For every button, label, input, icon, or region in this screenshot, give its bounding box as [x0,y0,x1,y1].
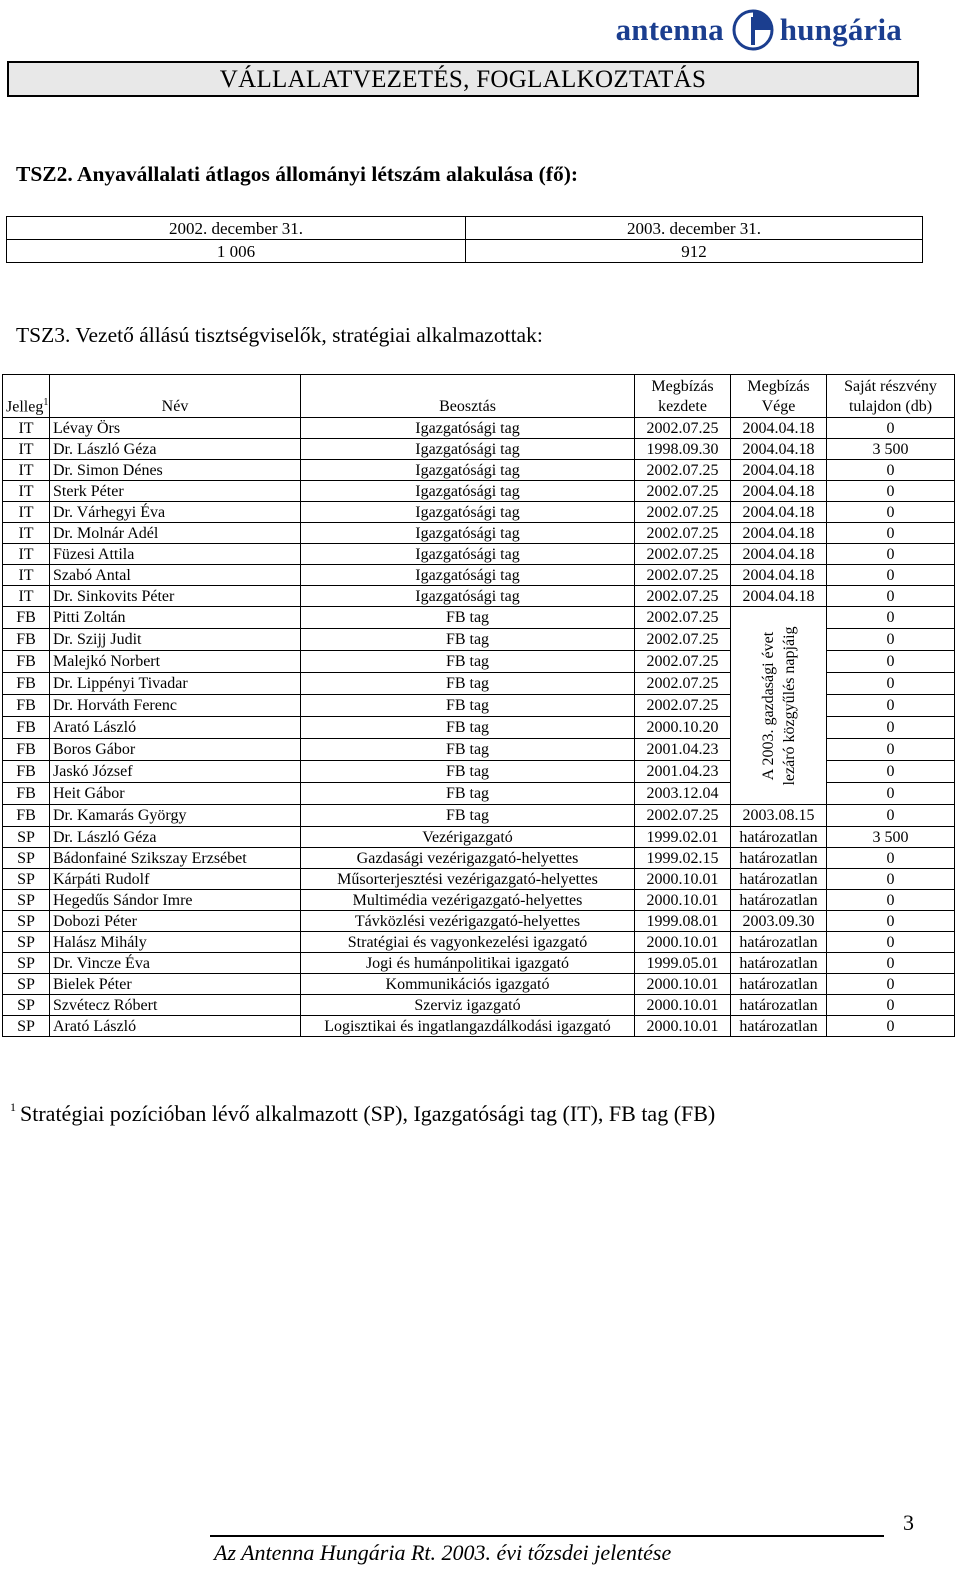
table-row [3,890,955,911]
logo-word-hungaria: hungária [779,12,902,47]
cell-nev: Bádonfainé Szikszay Erzsébet [50,848,301,869]
cell-jelleg: SP [3,932,50,953]
cell-kezdete: 2000.10.01 [635,890,731,911]
cell-beosztas: Távközlési vezérigazgató-helyettes [301,911,635,932]
cell-nev: Halász Mihály [50,932,301,953]
cell-jelleg: IT [3,565,50,586]
cell-jelleg: FB [3,673,50,695]
table-row [3,586,955,607]
cell-reszveny: 3 500 [827,439,955,460]
cell-beosztas: Igazgatósági tag [301,565,635,586]
cell-kezdete: 2001.04.23 [635,761,731,783]
cell-reszveny: 0 [827,523,955,544]
cell-reszveny: 0 [827,953,955,974]
header-reszveny: Saját részvény tulajdon (db) [827,375,955,418]
cell-vege: 2004.04.18 [731,481,827,502]
cell-kezdete: 2000.10.01 [635,932,731,953]
cell-vege: 2004.04.18 [731,544,827,565]
cell-reszveny: 0 [827,995,955,1016]
cell-vege: határozatlan [731,827,827,848]
cell-beosztas: Gazdasági vezérigazgató-helyettes [301,848,635,869]
cell-kezdete: 2000.10.01 [635,869,731,890]
headcount-value-2002: 1 006 [7,240,466,263]
cell-reszveny: 0 [827,1016,955,1037]
cell-beosztas: FB tag [301,629,635,651]
cell-reszveny: 0 [827,481,955,502]
table-row [3,953,955,974]
cell-reszveny: 0 [827,869,955,890]
table-row [3,523,955,544]
cell-beosztas: Igazgatósági tag [301,586,635,607]
cell-beosztas: Logisztikai és ingatlangazdálkodási igazgató [301,1016,635,1037]
cell-jelleg: FB [3,695,50,717]
cell-kezdete: 1999.05.01 [635,953,731,974]
cell-jelleg: IT [3,586,50,607]
cell-nev: Hegedűs Sándor Imre [50,890,301,911]
cell-nev: Dr. Lippényi Tivadar [50,673,301,695]
cell-kezdete: 2002.07.25 [635,586,731,607]
table-row [3,607,955,629]
cell-jelleg: SP [3,1016,50,1037]
cell-beosztas: FB tag [301,783,635,805]
cell-nev: Szvétecz Róbert [50,995,301,1016]
cell-reszveny: 0 [827,695,955,717]
cell-nev: Dr. László Géza [50,827,301,848]
cell-nev: Heit Gábor [50,783,301,805]
cell-kezdete: 2002.07.25 [635,544,731,565]
cell-beosztas: FB tag [301,805,635,827]
cell-nev: Malejkó Norbert [50,651,301,673]
cell-vege: határozatlan [731,1016,827,1037]
cell-beosztas: Igazgatósági tag [301,544,635,565]
cell-vege: 2004.04.18 [731,586,827,607]
cell-vege: 2003.08.15 [731,805,827,827]
cell-jelleg: FB [3,761,50,783]
cell-vege: 2004.04.18 [731,502,827,523]
cell-nev: Boros Gábor [50,739,301,761]
cell-vege: határozatlan [731,869,827,890]
logo-word-antenna: antenna [615,12,724,47]
table-row [3,544,955,565]
cell-kezdete: 2000.10.01 [635,974,731,995]
cell-reszveny: 0 [827,739,955,761]
cell-jelleg: FB [3,739,50,761]
cell-kezdete: 2002.07.25 [635,651,731,673]
cell-reszveny: 0 [827,586,955,607]
table-row [3,565,955,586]
cell-jelleg: IT [3,523,50,544]
cell-beosztas: Jogi és humánpolitikai igazgató [301,953,635,974]
cell-beosztas: Igazgatósági tag [301,439,635,460]
page-number: 3 [903,1510,914,1535]
table-row [3,418,955,439]
cell-jelleg: SP [3,869,50,890]
header-kezdete: Megbízás kezdete [635,375,731,418]
header-jelleg: Jelleg$^1$ [3,375,50,418]
cell-nev: Szabó Antal [50,565,301,586]
headcount-value-2003: 912 [466,240,923,263]
cell-kezdete: 1998.09.30 [635,439,731,460]
cell-jelleg: SP [3,953,50,974]
section-banner: VÁLLALATVEZETÉS, FOGLALKOZTATÁS [7,61,919,97]
cell-nev: Dr. Kamarás György [50,805,301,827]
cell-nev: Dr. Simon Dénes [50,460,301,481]
cell-reszveny: 0 [827,502,955,523]
cell-vege: 2004.04.18 [731,523,827,544]
cell-reszveny: 0 [827,848,955,869]
header-vege: Megbízás Vége [731,375,827,418]
header-nev: Név [50,375,301,418]
cell-reszveny: 0 [827,460,955,481]
headcount-value-row [7,240,923,263]
table-row [3,805,955,827]
cell-reszveny: 0 [827,783,955,805]
cell-beosztas: Műsorterjesztési vezérigazgató-helyettes [301,869,635,890]
cell-jelleg: IT [3,439,50,460]
cell-vege: határozatlan [731,995,827,1016]
cell-vege: 2004.04.18 [731,439,827,460]
headcount-table [6,216,923,263]
table-row [3,932,955,953]
cell-reszveny: 0 [827,565,955,586]
cell-jelleg: FB [3,607,50,629]
cell-kezdete: 1999.02.01 [635,827,731,848]
footer-divider [210,1535,884,1537]
cell-beosztas: FB tag [301,717,635,739]
cell-vege: határozatlan [731,932,827,953]
cell-jelleg: FB [3,717,50,739]
cell-beosztas: FB tag [301,761,635,783]
vertical-note-line-1: A 2003. gazdasági évet [759,631,777,780]
cell-nev: Füzesi Attila [50,544,301,565]
cell-nev: Dr. László Géza [50,439,301,460]
cell-nev: Dr. Szijj Judit [50,629,301,651]
cell-vege: 2004.04.18 [731,565,827,586]
cell-beosztas: FB tag [301,673,635,695]
cell-vege: határozatlan [731,848,827,869]
cell-kezdete: 2002.07.25 [635,805,731,827]
cell-beosztas: Multimédia vezérigazgató-helyettes [301,890,635,911]
footer-title: Az Antenna Hungária Rt. 2003. évi tőzsdei jelentése [214,1540,672,1565]
cell-vege: határozatlan [731,953,827,974]
cell-kezdete: 2002.07.25 [635,629,731,651]
table-row [3,848,955,869]
cell-reszveny: 0 [827,890,955,911]
cell-nev: Jaskó József [50,761,301,783]
cell-nev: Dr. Vincze Éva [50,953,301,974]
cell-jelleg: IT [3,418,50,439]
cell-nev: Sterk Péter [50,481,301,502]
table-row [3,974,955,995]
cell-nev: Dr. Várhegyi Éva [50,502,301,523]
cell-kezdete: 1999.02.15 [635,848,731,869]
cell-reszveny: 0 [827,629,955,651]
cell-jelleg: FB [3,629,50,651]
cell-beosztas: Igazgatósági tag [301,460,635,481]
vertical-note [758,626,800,785]
table-row [3,869,955,890]
cell-vege: 2003.09.30 [731,911,827,932]
cell-jelleg: SP [3,848,50,869]
cell-vege: határozatlan [731,974,827,995]
officers-table-body [3,418,955,1037]
cell-jelleg: FB [3,651,50,673]
cell-jelleg: IT [3,502,50,523]
cell-jelleg: SP [3,890,50,911]
table-row [3,995,955,1016]
table-row [3,911,955,932]
cell-kezdete: 2002.07.25 [635,418,731,439]
cell-beosztas: FB tag [301,739,635,761]
company-logo [616,6,902,54]
table-row [3,502,955,523]
table-row [3,439,955,460]
cell-reszveny: 3 500 [827,827,955,848]
table-row [3,481,955,502]
cell-reszveny: 0 [827,761,955,783]
headcount-header-row [7,217,923,240]
cell-nev: Bielek Péter [50,974,301,995]
cell-kezdete: 2002.07.25 [635,673,731,695]
cell-reszveny: 0 [827,974,955,995]
cell-nev: Arató László [50,717,301,739]
cell-nev: Dr. Molnár Adél [50,523,301,544]
cell-kezdete: 2002.07.25 [635,502,731,523]
footnote: $^1$ Stratégiai pozícióban lévő alkalmazott (SP), Igazgatósági tag (IT), FB tag (FB) [10,1100,716,1126]
cell-jelleg: FB [3,805,50,827]
cell-kezdete: 2002.07.25 [635,460,731,481]
cell-nev: Pitti Zoltán [50,607,301,629]
cell-jelleg: SP [3,995,50,1016]
cell-beosztas: Kommunikációs igazgató [301,974,635,995]
table-row [3,827,955,848]
cell-reszveny: 0 [827,911,955,932]
cell-kezdete: 2000.10.01 [635,995,731,1016]
table-row [3,1016,955,1037]
cell-kezdete: 2002.07.25 [635,565,731,586]
cell-beosztas: FB tag [301,651,635,673]
cell-nev: Dr. Sinkovits Péter [50,586,301,607]
cell-reszveny: 0 [827,544,955,565]
cell-nev: Dobozi Péter [50,911,301,932]
cell-nev: Dr. Horváth Ferenc [50,695,301,717]
headcount-header-2003: 2003. december 31. [466,217,923,240]
cell-jelleg: SP [3,911,50,932]
cell-jelleg: SP [3,974,50,995]
table-row [3,460,955,481]
vertical-note-line-2: lezáró közgyűlés napjáig [780,625,798,786]
cell-reszveny: 0 [827,651,955,673]
cell-kezdete: 2002.07.25 [635,695,731,717]
cell-kezdete: 2000.10.20 [635,717,731,739]
cell-jelleg: FB [3,783,50,805]
cell-jelleg: IT [3,460,50,481]
cell-beosztas: Igazgatósági tag [301,418,635,439]
antenna-logo-icon [732,9,774,51]
cell-vege-merged-note [731,607,827,805]
cell-nev: Kárpáti Rudolf [50,869,301,890]
cell-beosztas: Igazgatósági tag [301,502,635,523]
cell-beosztas: Vezérigazgató [301,827,635,848]
cell-beosztas: Szerviz igazgató [301,995,635,1016]
cell-beosztas: Igazgatósági tag [301,523,635,544]
tsz3-title: TSZ3. Vezető állású tisztségviselők, stratégiai alkalmazottak: [16,323,543,347]
cell-kezdete: 2002.07.25 [635,481,731,502]
cell-kezdete: 1999.08.01 [635,911,731,932]
cell-jelleg: SP [3,827,50,848]
cell-nev: Lévay Örs [50,418,301,439]
cell-reszveny: 0 [827,932,955,953]
cell-kezdete: 2001.04.23 [635,739,731,761]
cell-jelleg: IT [3,544,50,565]
tsz2-title: TSZ2. Anyavállalati átlagos állományi létszám alakulása (fő): [16,162,579,186]
cell-reszveny: 0 [827,673,955,695]
cell-reszveny: 0 [827,717,955,739]
cell-kezdete: 2002.07.25 [635,607,731,629]
cell-beosztas: FB tag [301,695,635,717]
cell-beosztas: Igazgatósági tag [301,481,635,502]
cell-reszveny: 0 [827,418,955,439]
officers-header-row [3,375,955,418]
headcount-header-2002: 2002. december 31. [7,217,466,240]
cell-nev: Arató László [50,1016,301,1037]
cell-vege: 2004.04.18 [731,460,827,481]
cell-beosztas: FB tag [301,607,635,629]
cell-vege: határozatlan [731,890,827,911]
cell-vege: 2004.04.18 [731,418,827,439]
cell-beosztas: Stratégiai és vagyonkezelési igazgató [301,932,635,953]
cell-kezdete: 2000.10.01 [635,1016,731,1037]
header-beosztas: Beosztás [301,375,635,418]
cell-jelleg: IT [3,481,50,502]
officers-table [2,374,955,1037]
cell-reszveny: 0 [827,607,955,629]
cell-kezdete: 2002.07.25 [635,523,731,544]
cell-kezdete: 2003.12.04 [635,783,731,805]
cell-reszveny: 0 [827,805,955,827]
